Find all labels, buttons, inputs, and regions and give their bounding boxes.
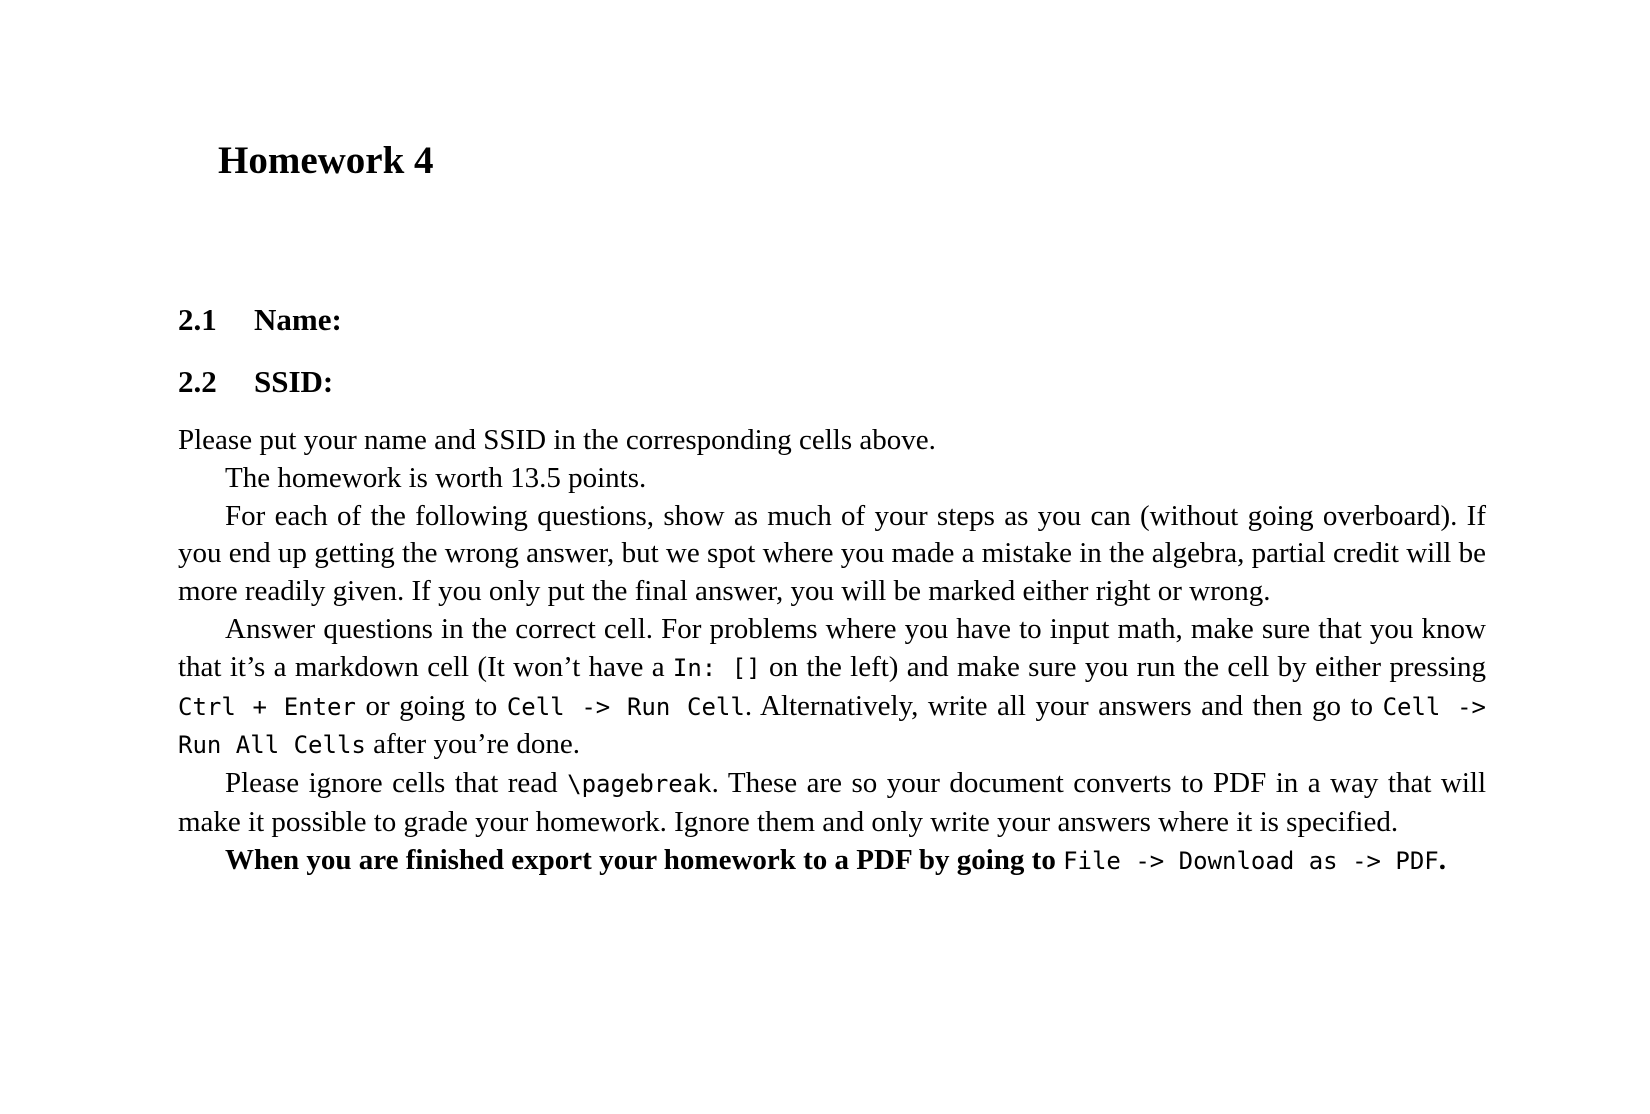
section-name-heading [178, 302, 342, 338]
text-span: or going to [355, 689, 507, 722]
text-span-bold: . [1438, 843, 1447, 876]
section-number: 2.1 [178, 302, 217, 337]
text-span: Please ignore cells that read [225, 767, 568, 800]
text-span: Answer questions in the correct cell. For problems where you have to input math, make sure that you know that it’s a markdown cell (It won’t have a [178, 612, 1486, 683]
page-title: Homework 4 [218, 139, 434, 182]
text-span-bold: When you are finished export your homework to a PDF by going to [225, 843, 1064, 876]
section-ssid-heading [178, 364, 333, 400]
code-inline-run-cell: Cell -> Run Cell [506, 692, 745, 721]
paragraph-show-steps: For each of the following questions, show as much of your steps as you can (without going overboard). If you end up getting the wrong answer, but we spot where you made a mistake in the algebra, partial credit will be more readily given. If you only put the final answer, you will be marked either right or wrong. [178, 499, 1486, 608]
paragraph-pagebreak [178, 765, 1486, 842]
code-inline-run-all-cells: Cell -> Run All Cells [178, 692, 1486, 760]
text-span: after you’re done. [365, 728, 581, 761]
text-span: . Alternatively, write all your answers and then go to [744, 689, 1383, 722]
section-number: 2.2 [178, 364, 217, 399]
code-inline-download-pdf: File -> Download as -> PDF [1063, 846, 1439, 875]
code-inline-ctrl-enter: Ctrl + Enter [178, 692, 356, 721]
code-inline-pagebreak: \pagebreak [567, 770, 712, 799]
paragraph-points: The homework is worth 13.5 points. [225, 461, 647, 494]
paragraph-put-name: Please put your name and SSID in the corresponding cells above. [178, 424, 936, 456]
section-label: SSID: [254, 364, 334, 399]
text-span: . These are so your document converts to PDF in a way that will make it possible to grade your homework. Ignore them and only write your answers where it is specified. [178, 767, 1486, 838]
text-span: on the left) and make sure you run the cell by either pressing [760, 650, 1486, 683]
paragraph-answer-cells [178, 611, 1486, 765]
paragraph-export-pdf [178, 842, 1486, 881]
section-label: Name: [254, 302, 342, 337]
instructions-body [178, 422, 1486, 881]
code-inline-in-prompt: In: [] [672, 653, 761, 682]
